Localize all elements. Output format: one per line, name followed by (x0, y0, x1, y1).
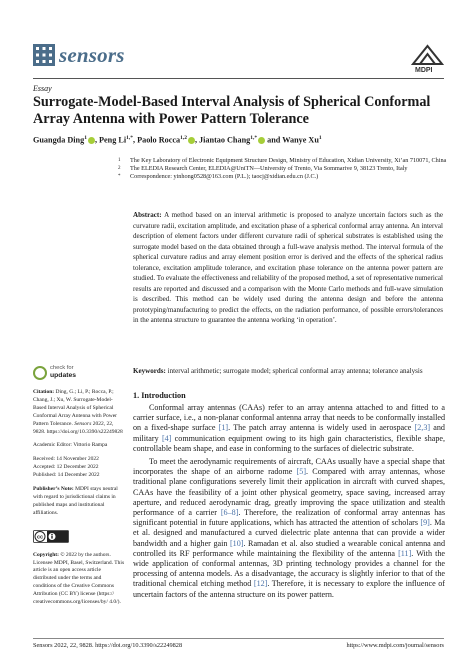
affiliation-text: The Key Laboratory of Electronic Equipment Structure Design, Ministry of Education, Xidian University, Xi’an 710071, China (130, 157, 447, 164)
section-heading: 1. Introduction (133, 391, 186, 400)
correspondence (118, 173, 448, 181)
body-text-run: . With the wide application of conformal antennas, 3D printing technology provides a channel for the processing of antenna models. As a disadvantage, the accuracy is slightly inferior to that of the traditional chemical etching method (133, 548, 445, 589)
author-separator: , (133, 135, 138, 145)
reference-link[interactable]: [6–8] (220, 508, 239, 518)
body-text-run: communication equipment owing to its high gain characteristics, flexible shape, controllable beam shape, and ease in conforming to the surfaces of dielectric substrate. (133, 433, 445, 453)
citation-label: Citation: (33, 389, 55, 395)
journal-name[interactable]: sensors (59, 43, 125, 67)
citation-journal: Sensors (74, 420, 92, 427)
author-name[interactable]: Paolo Rocca (137, 135, 181, 145)
cc-label: cc (36, 534, 44, 541)
author-affiliation-sup: 1,* (250, 135, 258, 141)
check-for-updates-line1[interactable]: check for (50, 365, 74, 371)
accepted-date: Accepted: 12 December 2022 (33, 464, 99, 471)
keywords-text: interval arithmetic; surrogate model; spherical conformal array antenna; tolerance analysis (167, 367, 423, 375)
abstract-text: A method based on an interval arithmetic is proposed to analyze uncertain factors such as the curvature radii, excitation amplitude, and excitation phase of a spherical conformal array antenna. An interval description of element factors under different curvature radii of spherical substrates is established using the surrogate model based on the data obtained through a full-wave analysis method. The interval formula of the spherical curvature radius and array element position error is derived and the effects of the spherical radius tolerance, excitation amplitude tolerance, and excitation phase tolerance on the antenna power pattern are studied. To evaluate the effectiveness and reliability of the proposed method, a set of representative numerical results are reported and discussed and a comparison with the Monte Carlo methods and full-wave simulation is described. This method can be widely used during the antenna design and before the antenna prototyping/manufacturing to predict the effects, on the radiation performance, of possible errors/tolerances in the antenna structure to guarantee the antenna working ‘in operation’. (133, 211, 443, 324)
keywords (133, 366, 443, 377)
author-separator: , (94, 135, 100, 145)
copyright (33, 552, 125, 607)
author-name[interactable]: Wanye Xu (282, 135, 319, 145)
author-name[interactable]: Jiantao Chang (199, 135, 251, 145)
reference-link[interactable]: [2,3] (414, 423, 431, 433)
published-date: Published: 14 December 2022 (33, 472, 100, 479)
publisher-note-text: MDPI stays neutral with regard to jurisdictional claims in published maps and institutional affiliations. (33, 486, 118, 516)
cc-by-license-icon[interactable] (33, 530, 69, 543)
reference-link[interactable]: [5] (296, 467, 307, 477)
affiliation-mark: * (118, 174, 121, 180)
author-separator: , (194, 135, 200, 145)
editor-name: Vittorio Rampa (73, 442, 108, 449)
publisher-note-label: Publisher’s Note: (33, 486, 74, 493)
correspondence-text[interactable]: Correspondence: yinhong0528@163.com (P.L.); taocj@xidian.edu.cn (J.C.) (130, 173, 319, 181)
publisher-name: MDPI (415, 67, 433, 74)
body-paragraph (133, 403, 445, 454)
affiliation-mark: 2 (118, 166, 121, 172)
affiliation-1 (118, 157, 448, 165)
article-type: Essay (33, 84, 52, 93)
author-affiliation-sup: 1,* (126, 135, 133, 141)
received-date: Received: 14 November 2022 (33, 456, 99, 463)
reference-link[interactable]: [1] (218, 423, 229, 433)
author-affiliation-sup: 1 (318, 135, 322, 141)
footer-divider (33, 638, 444, 639)
article-sidebar (33, 389, 125, 613)
publication-dates (33, 456, 125, 480)
body-text-run: . Ma et al. designed and manufactured a curved dielectric plate antenna that can provide a wider bandwidth and a higher gain (133, 518, 445, 548)
affiliation-text: The ELEDIA Research Center, ELEDIA@UniTN—University of Trento, Via Sommarive 9, 38123 Trento, Italy (130, 165, 408, 173)
section-body (133, 403, 445, 603)
reference-link[interactable]: [4] (161, 433, 172, 443)
author-affiliation-sup: 1,2 (180, 135, 187, 141)
abstract-label: Abstract: (133, 211, 162, 219)
affiliation-2 (118, 165, 448, 173)
mdpi-logo-icon[interactable] (411, 44, 444, 66)
header-divider (33, 78, 444, 79)
copyright-label: Copyright: (33, 551, 59, 558)
author-name[interactable]: Peng Li (99, 135, 127, 145)
footer-citation[interactable]: Sensors 2022, 22, 9828. https://doi.org/10.3390/s22249828 (33, 642, 183, 649)
footer-journal-url[interactable]: https://www.mdpi.com/journal/sensors (346, 642, 444, 649)
citation-tail[interactable]: 2022, 22, 9828. https://doi.org/10.3390/s22249828 (33, 420, 123, 435)
author-affiliation-sup: 1 (84, 135, 87, 141)
body-text-run: . Compared with array antennas, whose traditional plane configurations severely limit their application in aircraft with curved shapes, CAAs have the feasibility of a joint other physical geometry, space saving, increased array aperture, and reduced aerodynamic drag, greatly improving the space utilization and stealth performance of a carrier (133, 467, 445, 518)
reference-link[interactable]: [12] (253, 579, 268, 589)
orcid-icon[interactable] (188, 137, 195, 144)
body-text-run: . Therefore, it is necessary to explore the influence of uncertain factors of the antenna structure on its power pattern. (133, 579, 445, 599)
body-text-run: . Therefore, the realization of conformal array antennas has significant potential in future applications, which has attracted the attention of scholars (133, 508, 445, 528)
affiliation-mark: 1 (118, 158, 121, 163)
article-title: Surrogate-Model-Based Interval Analysis of Spherical Conformal Array Antenna with Power Pattern Tolerance (33, 94, 431, 127)
author-separator: and (265, 135, 283, 145)
body-text-run: Conformal array antennas (CAAs) refer to an array antenna attached to and fitted to a carrier surface, i.e., a non-planar conformal antenna array that needs to be conformally installed on a fixed-shape surface (133, 403, 445, 433)
check-for-updates-icon[interactable] (33, 366, 47, 380)
publisher-note (33, 486, 125, 518)
body-text-run: and military (133, 423, 445, 443)
copyright-text: © 2022 by the authors. Licensee MDPI, Basel, Switzerland. This article is an open access article distributed under the terms and conditions of the Creative Commons Attribution (CC BY) license (https:// creativecommons.org/licenses/by/ 4.0/). (33, 551, 125, 606)
body-text-run: . Ramadan et al. also studied a wearable conical antenna and controlled its RF performance while maintaining the flexibility of the antenna (133, 538, 445, 558)
author-name[interactable]: Guangda Ding (33, 135, 85, 145)
abstract (133, 210, 443, 326)
body-paragraph (133, 457, 445, 600)
body-text-run: . The patch array antenna is widely used in aerospace (228, 423, 415, 433)
author-list (33, 135, 322, 145)
reference-link[interactable]: [10] (229, 538, 244, 548)
academic-editor (33, 442, 125, 450)
keywords-label: Keywords: (133, 367, 166, 375)
editor-label: Academic Editor: (33, 442, 72, 449)
reference-link[interactable]: [9] (420, 518, 430, 528)
citation-text: Ding, G.; Li, P.; Rocca, P.; Chang, J.; Xu, W. Surrogate-Model-Based Interval Analysis of Spherical Conformal Array Antenna with Power Pattern Tolerance. (33, 389, 118, 427)
affiliations (118, 157, 448, 182)
body-text-run: To meet the aerodynamic requirements of aircraft, CAAs usually have a special shape that incorporates the shape of an airborne radome (133, 457, 445, 477)
orcid-icon[interactable] (88, 137, 95, 144)
check-for-updates-line2[interactable]: updates (50, 372, 77, 379)
sensors-logo-icon (33, 44, 55, 66)
reference-link[interactable]: [11] (398, 548, 412, 558)
citation (33, 389, 125, 436)
